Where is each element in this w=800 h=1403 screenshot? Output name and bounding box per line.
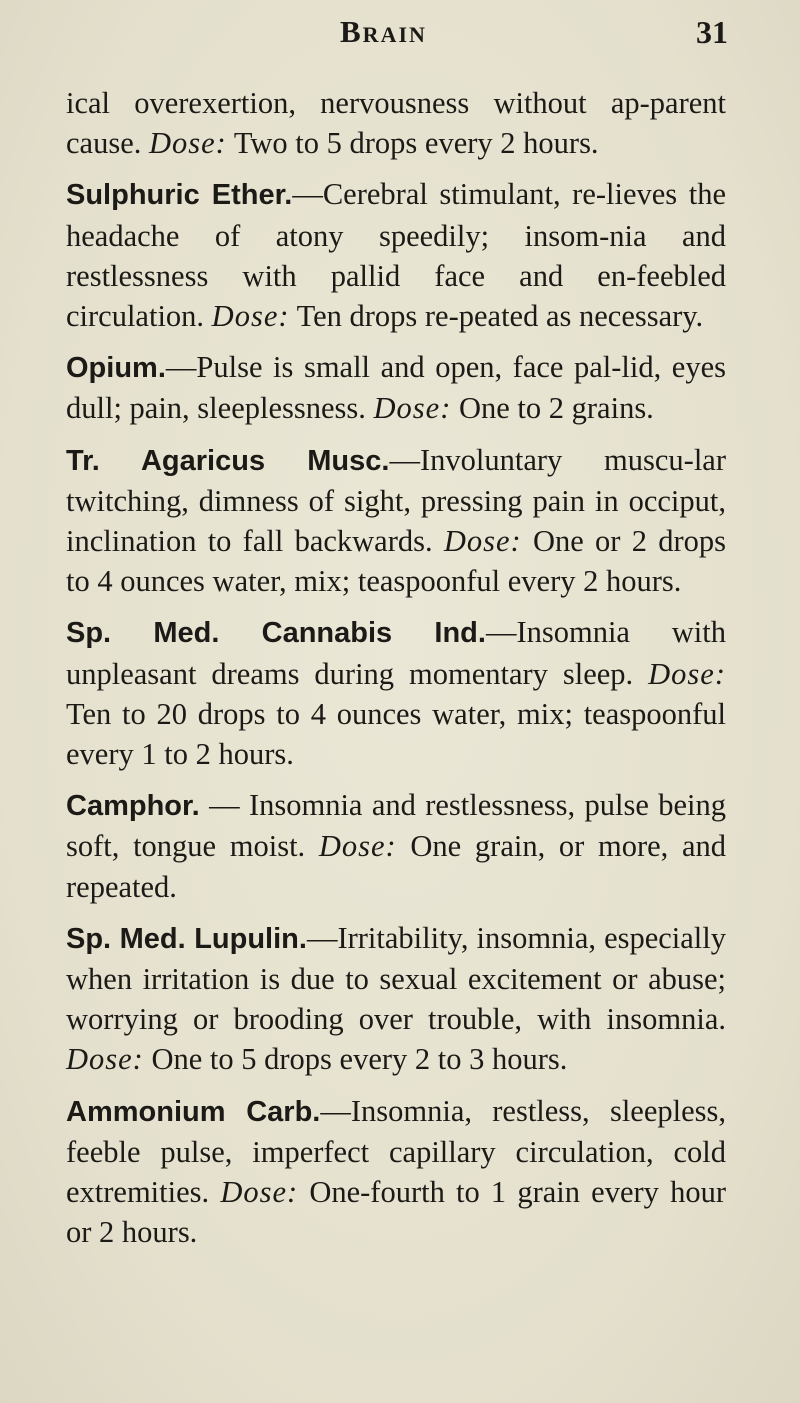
running-head	[0, 14, 800, 54]
dose-text: One or 2 drops to 4 ounces water, mix; teaspoonful every 2 hours.	[66, 524, 726, 599]
dose-label: Dose:	[148, 126, 227, 161]
dose-text: One grain, or more, and repeated.	[66, 829, 726, 904]
remedy-heading: Ammonium Carb.	[66, 1095, 321, 1128]
paragraph-continuation	[66, 83, 726, 163]
dose-text: One-fourth to 1 grain every hour or 2 hours.	[66, 1175, 726, 1250]
dose-text: One to 2 grains.	[451, 391, 654, 426]
paragraph-text: —Pulse is small and open, face pal-lid, eyes dull; pain, sleeplessness.	[66, 350, 726, 426]
dose-label: Dose:	[373, 391, 452, 426]
dose-text: Ten to 20 drops to 4 ounces water, mix; teaspoonful every 1 to 2 hours.	[66, 696, 726, 772]
paragraph-lupulin	[66, 918, 726, 1080]
paragraph-cannabis	[66, 612, 726, 774]
dose-label: Dose:	[648, 656, 726, 691]
dose-text: One to 5 drops every 2 to 3 hours.	[143, 1042, 568, 1077]
dose-label: Dose:	[211, 299, 290, 334]
remedy-heading: Sulphuric Ether.	[66, 179, 293, 212]
body-text	[66, 83, 726, 1263]
dose-label: Dose:	[220, 1175, 299, 1210]
remedy-heading: Sp. Med. Lupulin.	[66, 922, 307, 955]
paragraph-text: —Involuntary muscu-lar twitching, dimness of sight, pressing pain in occiput, inclination to fall backwards.	[66, 442, 726, 559]
running-title: Brain	[340, 14, 427, 49]
remedy-heading: Opium.	[66, 352, 166, 385]
paragraph-text: — Insomnia and restlessness, pulse being soft, tongue moist.	[66, 788, 726, 864]
dose-label: Dose:	[66, 1042, 144, 1077]
dose-label: Dose:	[443, 524, 522, 559]
paragraph-ammonium-carb	[66, 1091, 726, 1253]
dose-text: Two to 5 drops every 2 hours.	[226, 126, 599, 161]
remedy-heading: Tr. Agaricus Musc.	[66, 444, 390, 477]
dose-text: Ten drops re-peated as necessary.	[289, 299, 704, 334]
remedy-heading: Camphor.	[66, 790, 200, 823]
dose-label: Dose:	[318, 829, 397, 864]
paragraph-agaricus	[66, 440, 726, 602]
paragraph-text: ical overexertion, nervousness without ap-parent cause.	[66, 86, 726, 161]
paragraph-text: —Cerebral stimulant, re-lieves the headache of atony speedily; insom-nia and restlessness with pallid face and en-feebled circulation.	[66, 177, 726, 334]
paragraph-sulphuric-ether	[66, 174, 726, 336]
page-number: 31	[696, 14, 728, 50]
remedy-heading: Sp. Med. Cannabis Ind.	[66, 617, 486, 650]
paragraph-camphor	[66, 785, 726, 907]
paragraph-text: —Insomnia with unpleasant dreams during momentary sleep.	[66, 615, 726, 691]
paragraph-text: —Insomnia, restless, sleepless, feeble pulse, imperfect capillary circulation, cold extremities.	[66, 1093, 726, 1210]
paragraph-opium	[66, 347, 726, 428]
paragraph-text: —Irritability, insomnia, especially when irritation is due to sexual excitement or abuse; worrying or brooding over trouble, with insomnia.	[66, 920, 727, 1037]
